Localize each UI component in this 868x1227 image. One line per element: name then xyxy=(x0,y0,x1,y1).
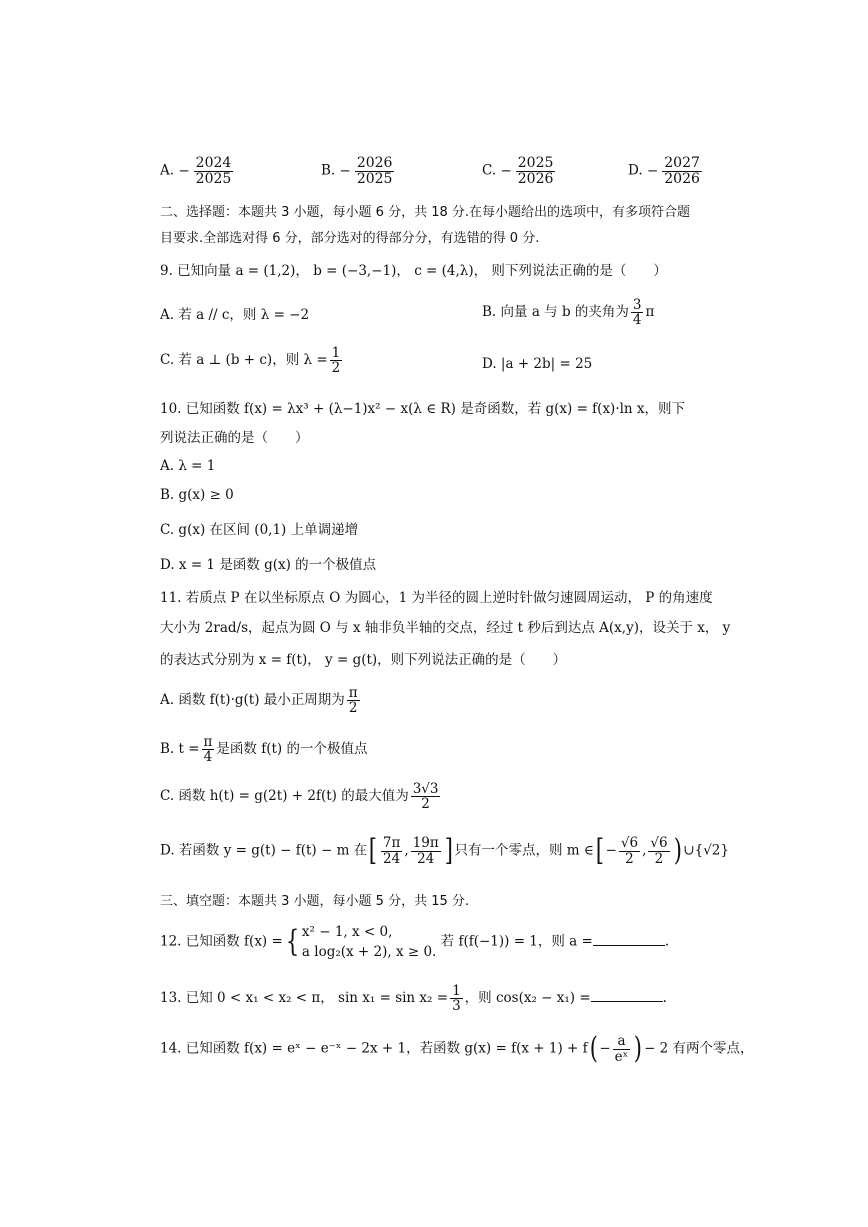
q10-option-a: A. λ = 1 xyxy=(160,458,216,474)
q10-stem-line2: 列说法正确的是（ ） xyxy=(160,430,309,446)
fraction: $\frac{3}{4}$ xyxy=(632,297,642,329)
q9-option-b: B. 向量 a 与 b 的夹角为 $\frac{3}{4}$ π xyxy=(482,297,655,329)
section2-heading-line1: 二、选择题：本题共 3 小题，每小题 6 分，共 18 分.在每小题给出的选项中，有多项符合题 xyxy=(160,205,691,220)
q9-option-a: A. 若 a // c，则 λ = −2 xyxy=(160,307,310,323)
minus-sign: − xyxy=(500,163,512,180)
piecewise-cases: x² − 1, x < 0, a log₂(x + 2), x ≥ 0. xyxy=(301,924,437,960)
section2-heading-line2: 目要求.全部选对得 6 分，部分选对的得部分分，有选错的得 0 分. xyxy=(160,231,540,246)
option-label: A. xyxy=(160,162,175,179)
q10-stem-line1: 10. 已知函数 f(x) = λx³ + (λ−1)x² − x(λ ∈ R) 是奇函数，若 g(x) = f(x)·ln x，则下 xyxy=(160,401,686,417)
fraction: $\frac{1}{3}$ xyxy=(452,983,461,1015)
fraction: $\frac{2027}{2026}$ xyxy=(664,155,700,187)
q10-option-d: D. x = 1 是函数 g(x) 的一个极值点 xyxy=(160,557,377,573)
minus-sign: − xyxy=(646,163,659,180)
fraction: $\frac{√6}{2}$ xyxy=(650,835,668,867)
section3-heading: 三、填空题：本题共 3 小题，每小题 5 分，共 15 分. xyxy=(160,894,470,909)
q10-option-b: B. g(x) ≥ 0 xyxy=(160,487,234,503)
fraction: $\frac{2025}{2026}$ xyxy=(517,155,554,187)
fraction: $\frac{2024}{2025}$ xyxy=(195,155,232,187)
q11-option-c: C. 函数 h(t) = g(2t) + 2f(t) 的最大值为 $\frac{3√3}{2}$ xyxy=(160,781,439,813)
q8-option-b xyxy=(321,156,396,186)
q11-stem-line3: 的表达式分别为 x = f(t)， y = g(t)，则下列说法正确的是（ ） xyxy=(160,652,567,668)
q11-option-a: A. 函数 f(t)·g(t) 最小正周期为 $\frac{\pi}{2}$ xyxy=(160,685,358,717)
q8-option-a xyxy=(160,156,235,186)
q14-stem: 14. 已知函数 f(x) = eˣ − e⁻ˣ − 2x + 1，若函数 g(x) = f(x + 1) + f( − $\frac{a}{\text{eˣ}}$ ) − 2 有两个零点， xyxy=(160,1031,754,1066)
q8-option-d xyxy=(628,156,704,186)
q9-option-c: C. 若 a ⊥ (b + c)，则 λ = $\frac{1}{2}$ xyxy=(160,345,341,377)
q11-stem-line2: 大小为 2rad/s，起点为圆 O 与 x 轴非负半轴的交点，经过 t 秒后到达点 A(x,y)，设关于 x， y xyxy=(160,620,731,636)
fraction: $\frac{√6}{2}$ xyxy=(620,835,639,867)
q10-option-c: C. g(x) 在区间 (0,1) 上单调递增 xyxy=(160,522,359,538)
q11-option-b: B. t = $\frac{\pi}{4}$ 是函数 f(t) 的一个极值点 xyxy=(160,734,368,766)
answer-blank[interactable] xyxy=(591,989,663,1002)
fraction: $\frac{2026}{2025}$ xyxy=(356,155,393,187)
q9-option-d: D. |a + 2b| = 25 xyxy=(482,356,593,372)
answer-blank[interactable] xyxy=(593,933,665,946)
q11-option-d: D. 若函数 y = g(t) − f(t) − m 在[ $\frac{7\pi}{24}$ , $\frac{19\pi}{24}$ ] 只有一个零点，则 m ∈[ − $\frac{√6}{2}$ , $\frac{√6}{2}$ ) ∪{√2} xyxy=(160,833,729,868)
fraction: $\frac{19\pi}{24}$ xyxy=(412,835,439,867)
fraction: $\frac{7\pi}{24}$ xyxy=(382,835,401,867)
fraction: $\frac{\pi}{4}$ xyxy=(203,734,213,766)
fraction: $\frac{1}{2}$ xyxy=(331,345,341,377)
q11-stem-line1: 11. 若质点 P 在以坐标原点 O 为圆心，1 为半径的圆上逆时针做匀速圆周运动， P 的角速度 xyxy=(160,590,713,606)
q9-stem: 9. 已知向量 a = (1,2)， b = (−3,−1)， c = (4,λ)， 则下列说法正确的是（ ） xyxy=(160,263,667,279)
fraction: $\frac{a}{\text{eˣ}}$ xyxy=(614,1033,629,1065)
q13-stem: 13. 已知 0 < x₁ < x₂ < π， sin x₁ = sin x₂ = $\frac{1}{3}$ ，则 cos(x₂ − x₁) = . xyxy=(160,983,667,1015)
q8-option-c xyxy=(482,156,557,186)
minus-sign: − xyxy=(339,163,351,180)
fraction: $\frac{3√3}{2}$ xyxy=(412,781,439,813)
option-label: C. xyxy=(482,162,497,179)
q12-stem: 12. 已知函数 f(x) ={ x² − 1, x < 0, a log₂(x + 2), x ≥ 0. 若 f(f(−1)) = 1，则 a = . xyxy=(160,924,670,960)
fraction: $\frac{\pi}{2}$ xyxy=(348,685,358,717)
minus-sign: − xyxy=(178,163,190,180)
option-label: B. xyxy=(321,162,336,179)
option-label: D. xyxy=(628,162,643,179)
